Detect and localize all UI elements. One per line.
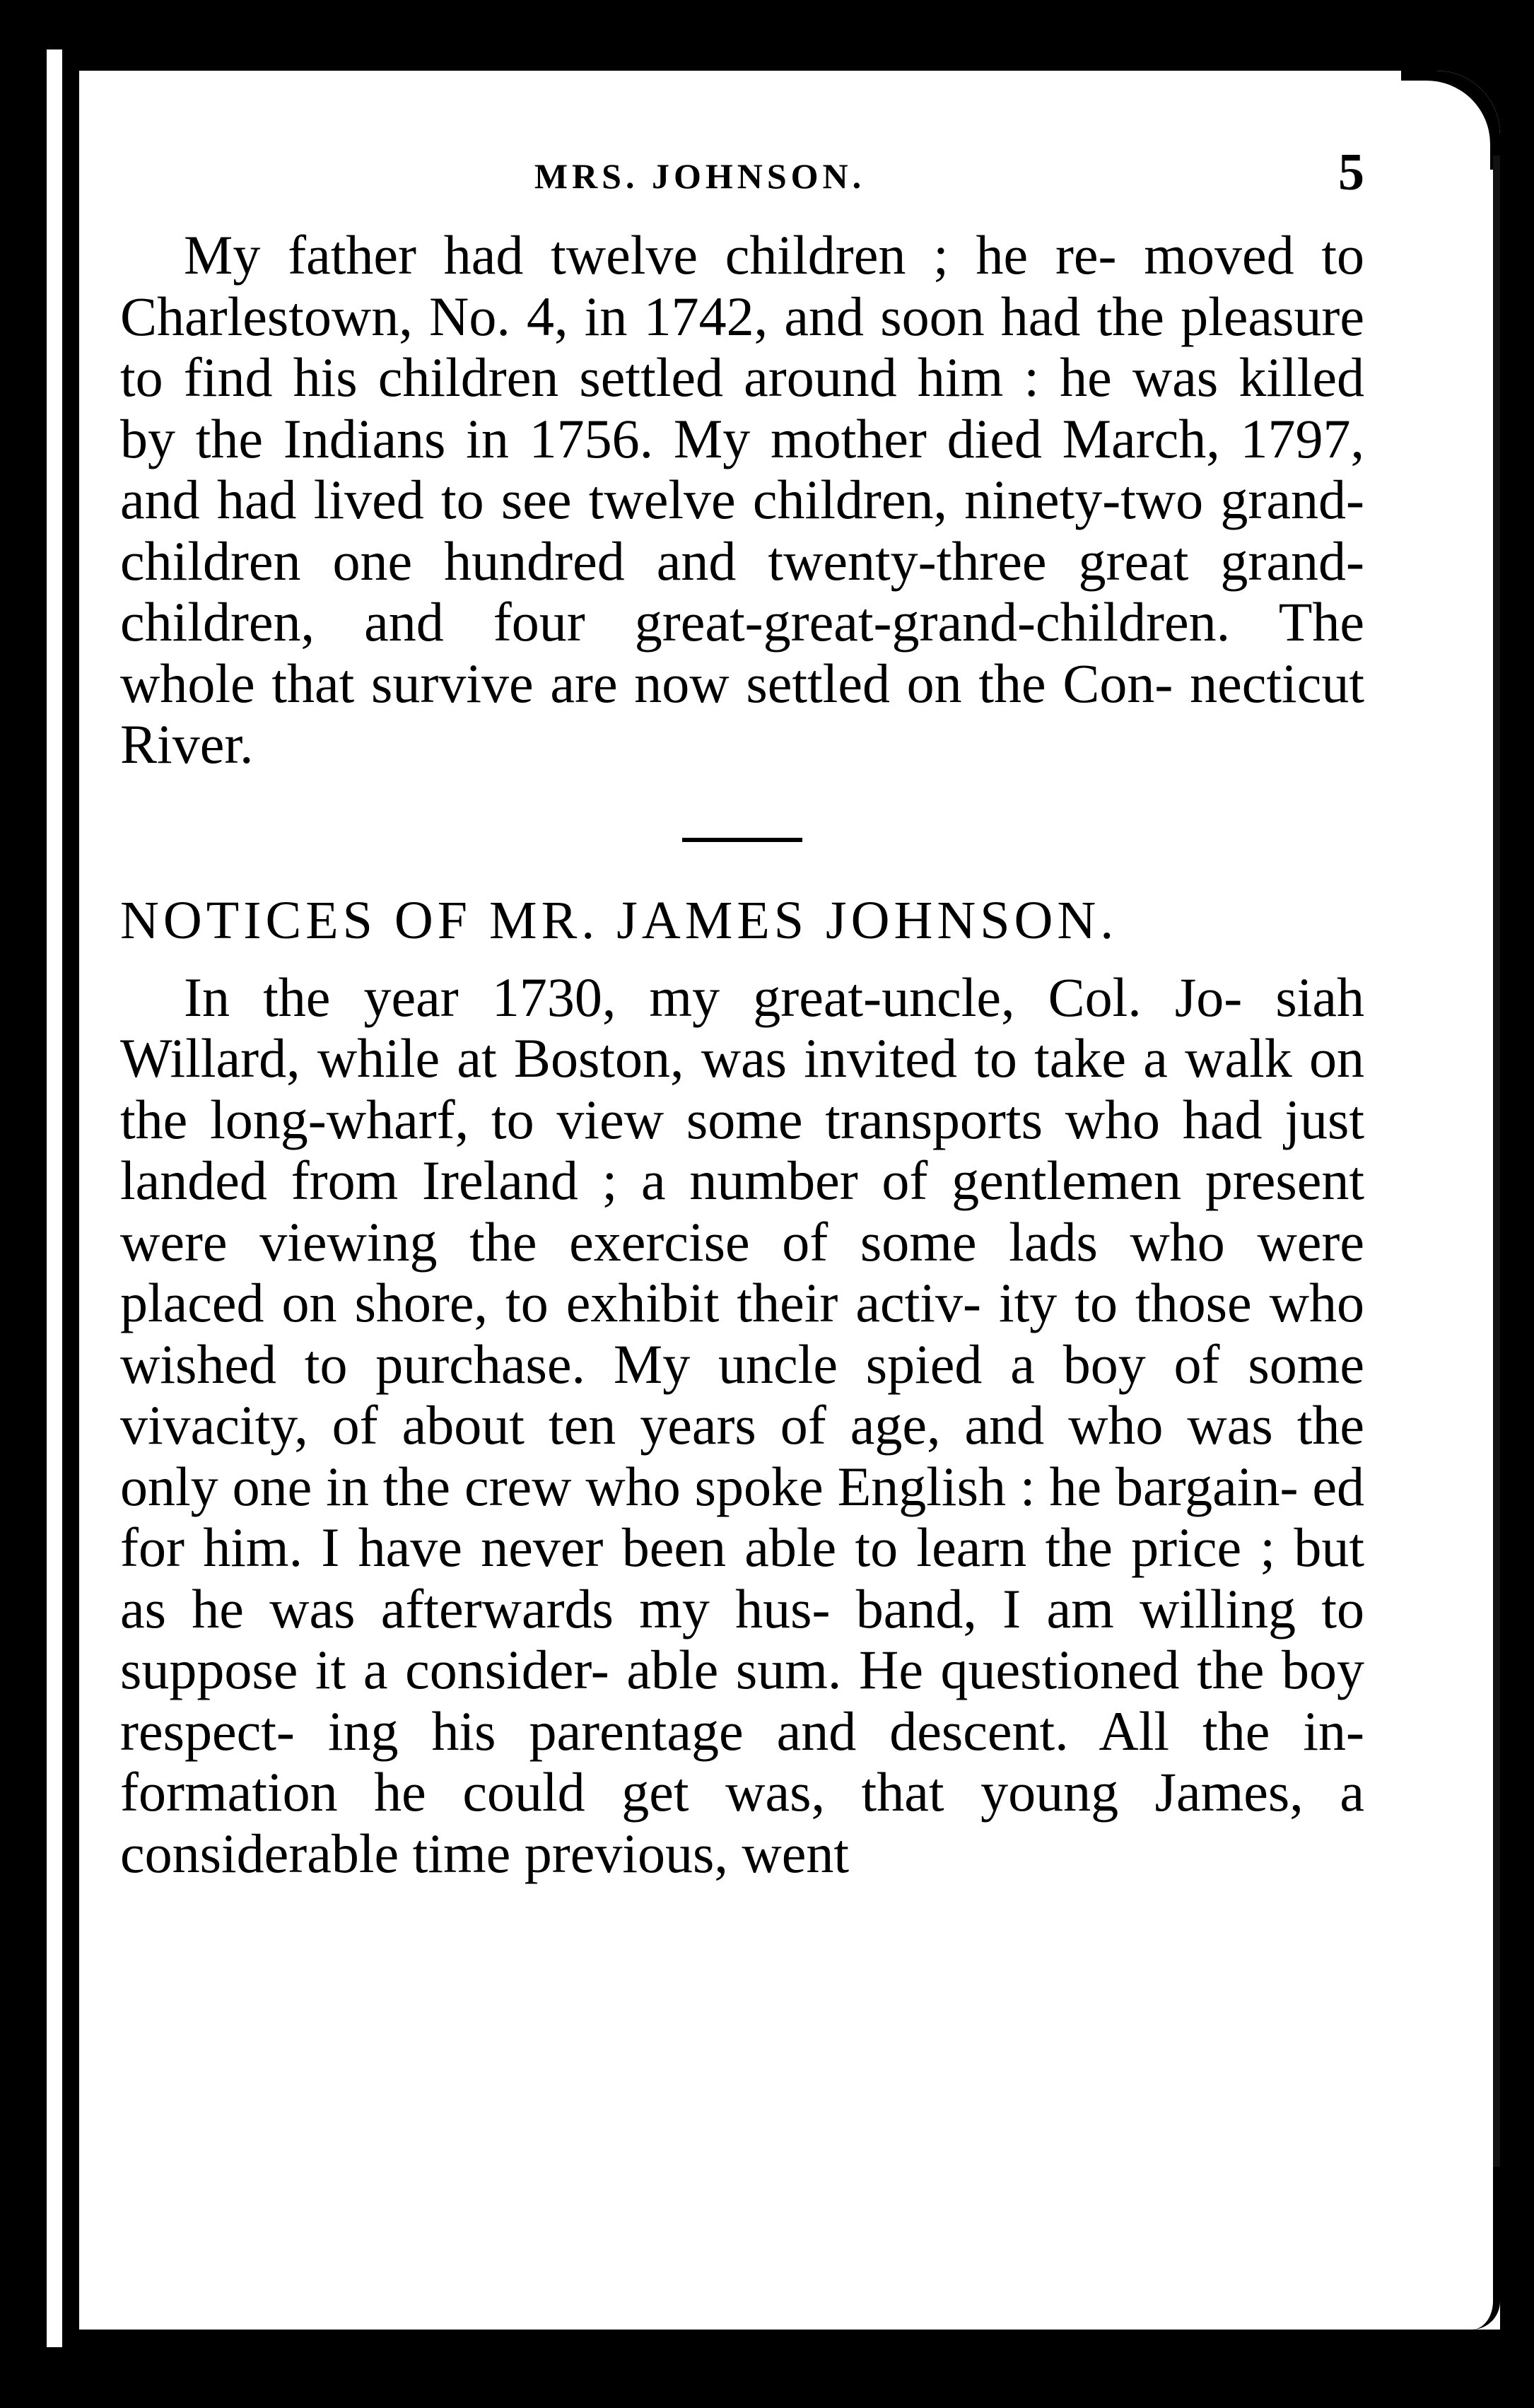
- running-title: MRS. JOHNSON.: [534, 156, 866, 196]
- section-heading: NOTICES OF MR. JAMES JOHNSON.: [120, 890, 1118, 950]
- page-right-edge: [1493, 156, 1500, 2262]
- paragraph-family-history: My father had twelve children ; he re- moved to Charlestown, No. 4, in 1742, and soon had the pleasure to find his children settled around him : he was killed by the Indians in 1756. My mother died March, 1797, and had lived to see twelve children, ninety-two grand-children one hundred and twenty-three great grand-children, and four great-great-grand-children. The whole that survive are now settled on the Con- necticut River.: [120, 224, 1364, 775]
- page-edge: [47, 49, 62, 2347]
- page-corner: [1401, 71, 1500, 170]
- page-number: 5: [1338, 144, 1364, 201]
- running-head: [120, 106, 1364, 201]
- paragraph-james-johnson: In the year 1730, my great-uncle, Col. Jo- siah Willard, while at Boston, was invited to take a walk on the long-wharf, to view some transports who had just landed from Ireland ; a number of gentlemen present were viewing the exercise of some lads who were placed on shore, to exhibit their activ- ity to those who wished to purchase. My uncle spied a boy of some vivacity, of about ten years of age, and who was the only one in the crew who spoke English : he bargain- ed for him. I have never been able to learn the price ; but as he was afterwards my hus- band, I am willing to suppose it a consider- able sum. He questioned the boy respect- ing his parentage and descent. All the in- formation he could get was, that young James, a considerable time previous, went: [120, 966, 1364, 1884]
- page-curl: [1451, 2167, 1500, 2330]
- page-content: [120, 106, 1364, 1884]
- section-divider: [682, 838, 802, 842]
